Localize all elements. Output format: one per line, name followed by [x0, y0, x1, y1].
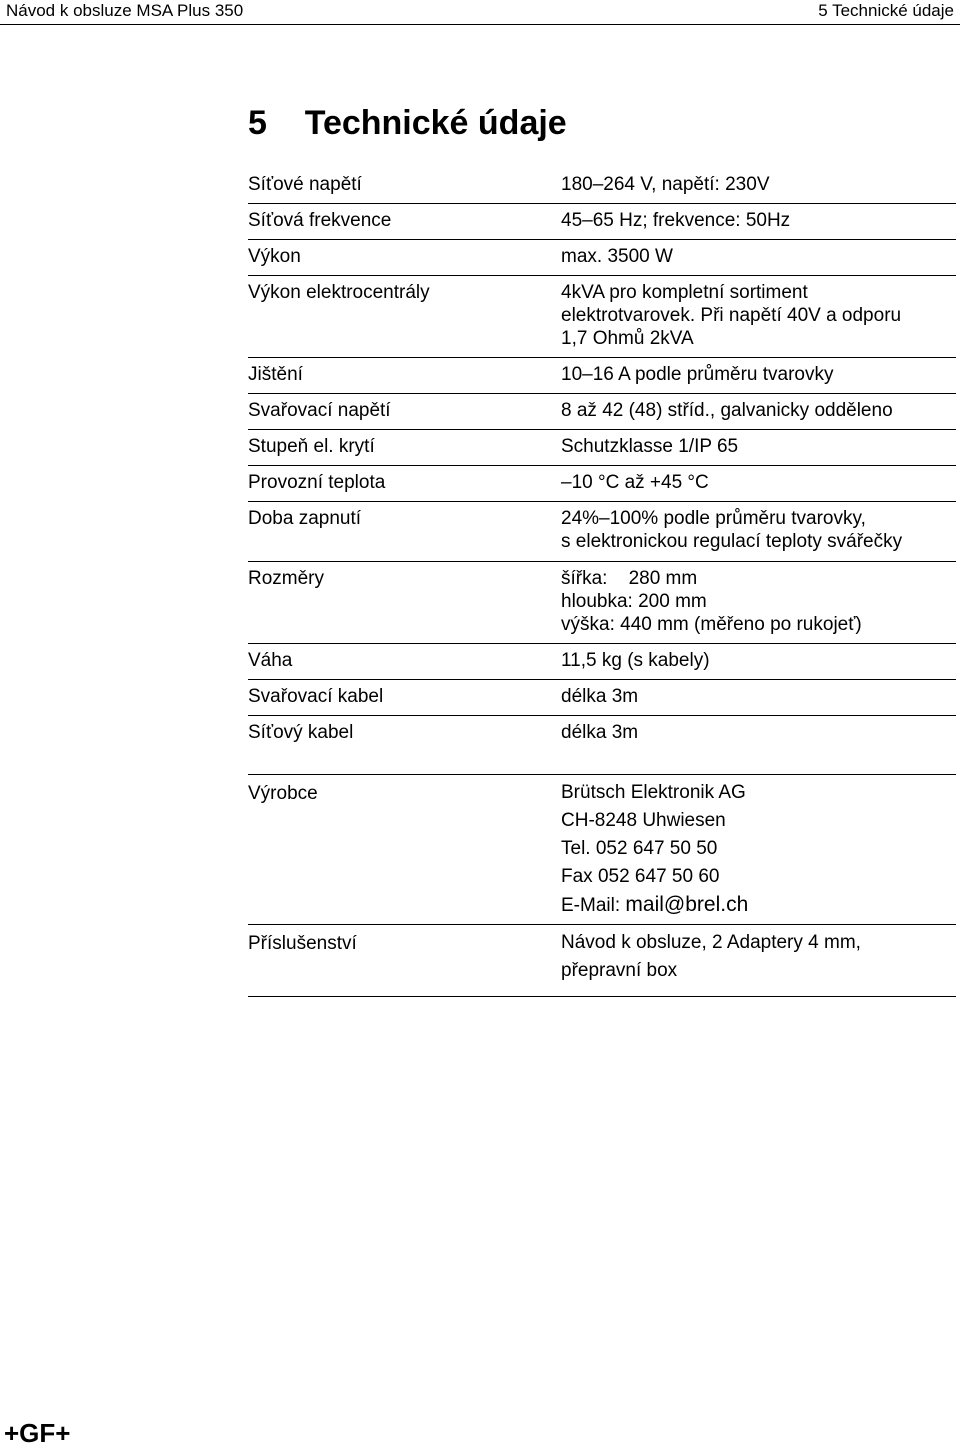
manufacturer-address: CH-8248 Uhwiesen: [561, 810, 726, 831]
spec-value: [561, 466, 956, 501]
spec-label: Doba zapnutí: [248, 508, 362, 529]
spec-value: [561, 204, 956, 239]
manufacturer-company: Brütsch Elektronik AG: [561, 782, 746, 803]
spec-value-line: šířka: 280 mm: [561, 568, 698, 589]
spec-row-mains-cable: [248, 716, 956, 752]
spec-value-line: 8 až 42 (48) stříd., galvanicky odděleno: [561, 400, 893, 421]
accessories-line: přepravní box: [561, 960, 678, 981]
running-header: [0, 0, 960, 25]
spec-value: [561, 680, 956, 715]
manufacturer-details: [561, 775, 956, 924]
manufacturer-table: [248, 774, 956, 997]
accessories-label: Příslušenství: [248, 933, 357, 954]
spec-value-line: elektrotvarovek. Při napětí 40V a odporu: [561, 305, 902, 326]
spec-label: Svařovací kabel: [248, 686, 384, 707]
spec-label: Výkon: [248, 246, 301, 267]
spec-label: Jištění: [248, 364, 303, 385]
spec-value-line: 24%–100% podle průměru tvarovky,: [561, 508, 866, 529]
header-document-title: Návod k obsluze MSA Plus 350: [6, 1, 244, 20]
spec-row-duty-cycle: [248, 502, 956, 562]
spec-value: [561, 716, 956, 752]
email-link[interactable]: mail@brel.ch: [625, 893, 749, 916]
spec-label: Stupeň el. krytí: [248, 436, 375, 457]
spec-row-generator-power: [248, 276, 956, 358]
manufacturer-fax: Fax 052 647 50 60: [561, 866, 720, 887]
spec-value-line: 10–16 A podle průměru tvarovky: [561, 364, 834, 385]
spec-label: Síťový kabel: [248, 722, 354, 743]
spec-value-line: 45–65 Hz; frekvence: 50Hz: [561, 210, 791, 231]
spec-value: [561, 502, 956, 561]
spec-value: [561, 276, 956, 357]
spec-value-line: s elektronickou regulací teploty svářečky: [561, 531, 903, 552]
manufacturer-label: Výrobce: [248, 783, 318, 804]
spec-label: Provozní teplota: [248, 472, 386, 493]
accessories-value: [561, 925, 956, 996]
spec-value-line: 180–264 V, napětí: 230V: [561, 174, 770, 195]
spec-value-line: 4kVA pro kompletní sortiment: [561, 282, 808, 303]
spec-value: [561, 358, 956, 393]
manufacturer-row: [248, 775, 956, 925]
spec-value: [561, 168, 956, 203]
spec-row-protection-class: [248, 430, 956, 466]
accessories-line: Návod k obsluze, 2 Adaptery 4 mm,: [561, 932, 861, 953]
spec-row-power: [248, 240, 956, 276]
spec-label: Rozměry: [248, 568, 325, 589]
page-title: 5 Technické údaje: [248, 104, 567, 142]
spec-row-mains-frequency: [248, 204, 956, 240]
spec-row-welding-cable: [248, 680, 956, 716]
spec-value: [561, 394, 956, 429]
spec-label: Váha: [248, 650, 293, 671]
spec-value-line: Schutzklasse 1/IP 65: [561, 436, 739, 457]
spec-label: Síťová frekvence: [248, 210, 392, 231]
spec-value-line: výška: 440 mm (měřeno po rukojeť): [561, 614, 862, 635]
spec-value: [561, 430, 956, 465]
spec-table: [248, 168, 956, 752]
header-chapter-title: 5 Technické údaje: [818, 1, 954, 20]
spec-row-operating-temperature: [248, 466, 956, 502]
spec-row-dimensions: [248, 562, 956, 644]
spec-value-line: hloubka: 200 mm: [561, 591, 707, 612]
spec-value-line: délka 3m: [561, 722, 639, 743]
spec-value-line: –10 °C až +45 °C: [561, 472, 709, 493]
manufacturer-phone: Tel. 052 647 50 50: [561, 838, 718, 859]
spec-value-line: délka 3m: [561, 686, 639, 707]
email-prefix: E-Mail:: [561, 895, 626, 916]
spec-row-welding-voltage: [248, 394, 956, 430]
spec-row-fuse: [248, 358, 956, 394]
spec-value-line: 1,7 Ohmů 2kVA: [561, 328, 694, 349]
gf-logo: +GF+: [4, 1418, 71, 1448]
spec-label: Výkon elektrocentrály: [248, 282, 430, 303]
spec-value: [561, 644, 956, 679]
spec-row-weight: [248, 644, 956, 680]
manufacturer-email: [561, 891, 956, 920]
spec-value: [561, 240, 956, 275]
spec-row-mains-voltage: [248, 168, 956, 204]
spec-label: Síťové napětí: [248, 174, 362, 195]
accessories-row: [248, 925, 956, 997]
spec-value-line: 11,5 kg (s kabely): [561, 650, 710, 671]
spec-value: [561, 562, 956, 643]
spec-value-line: max. 3500 W: [561, 246, 673, 267]
spec-label: Svařovací napětí: [248, 400, 391, 421]
